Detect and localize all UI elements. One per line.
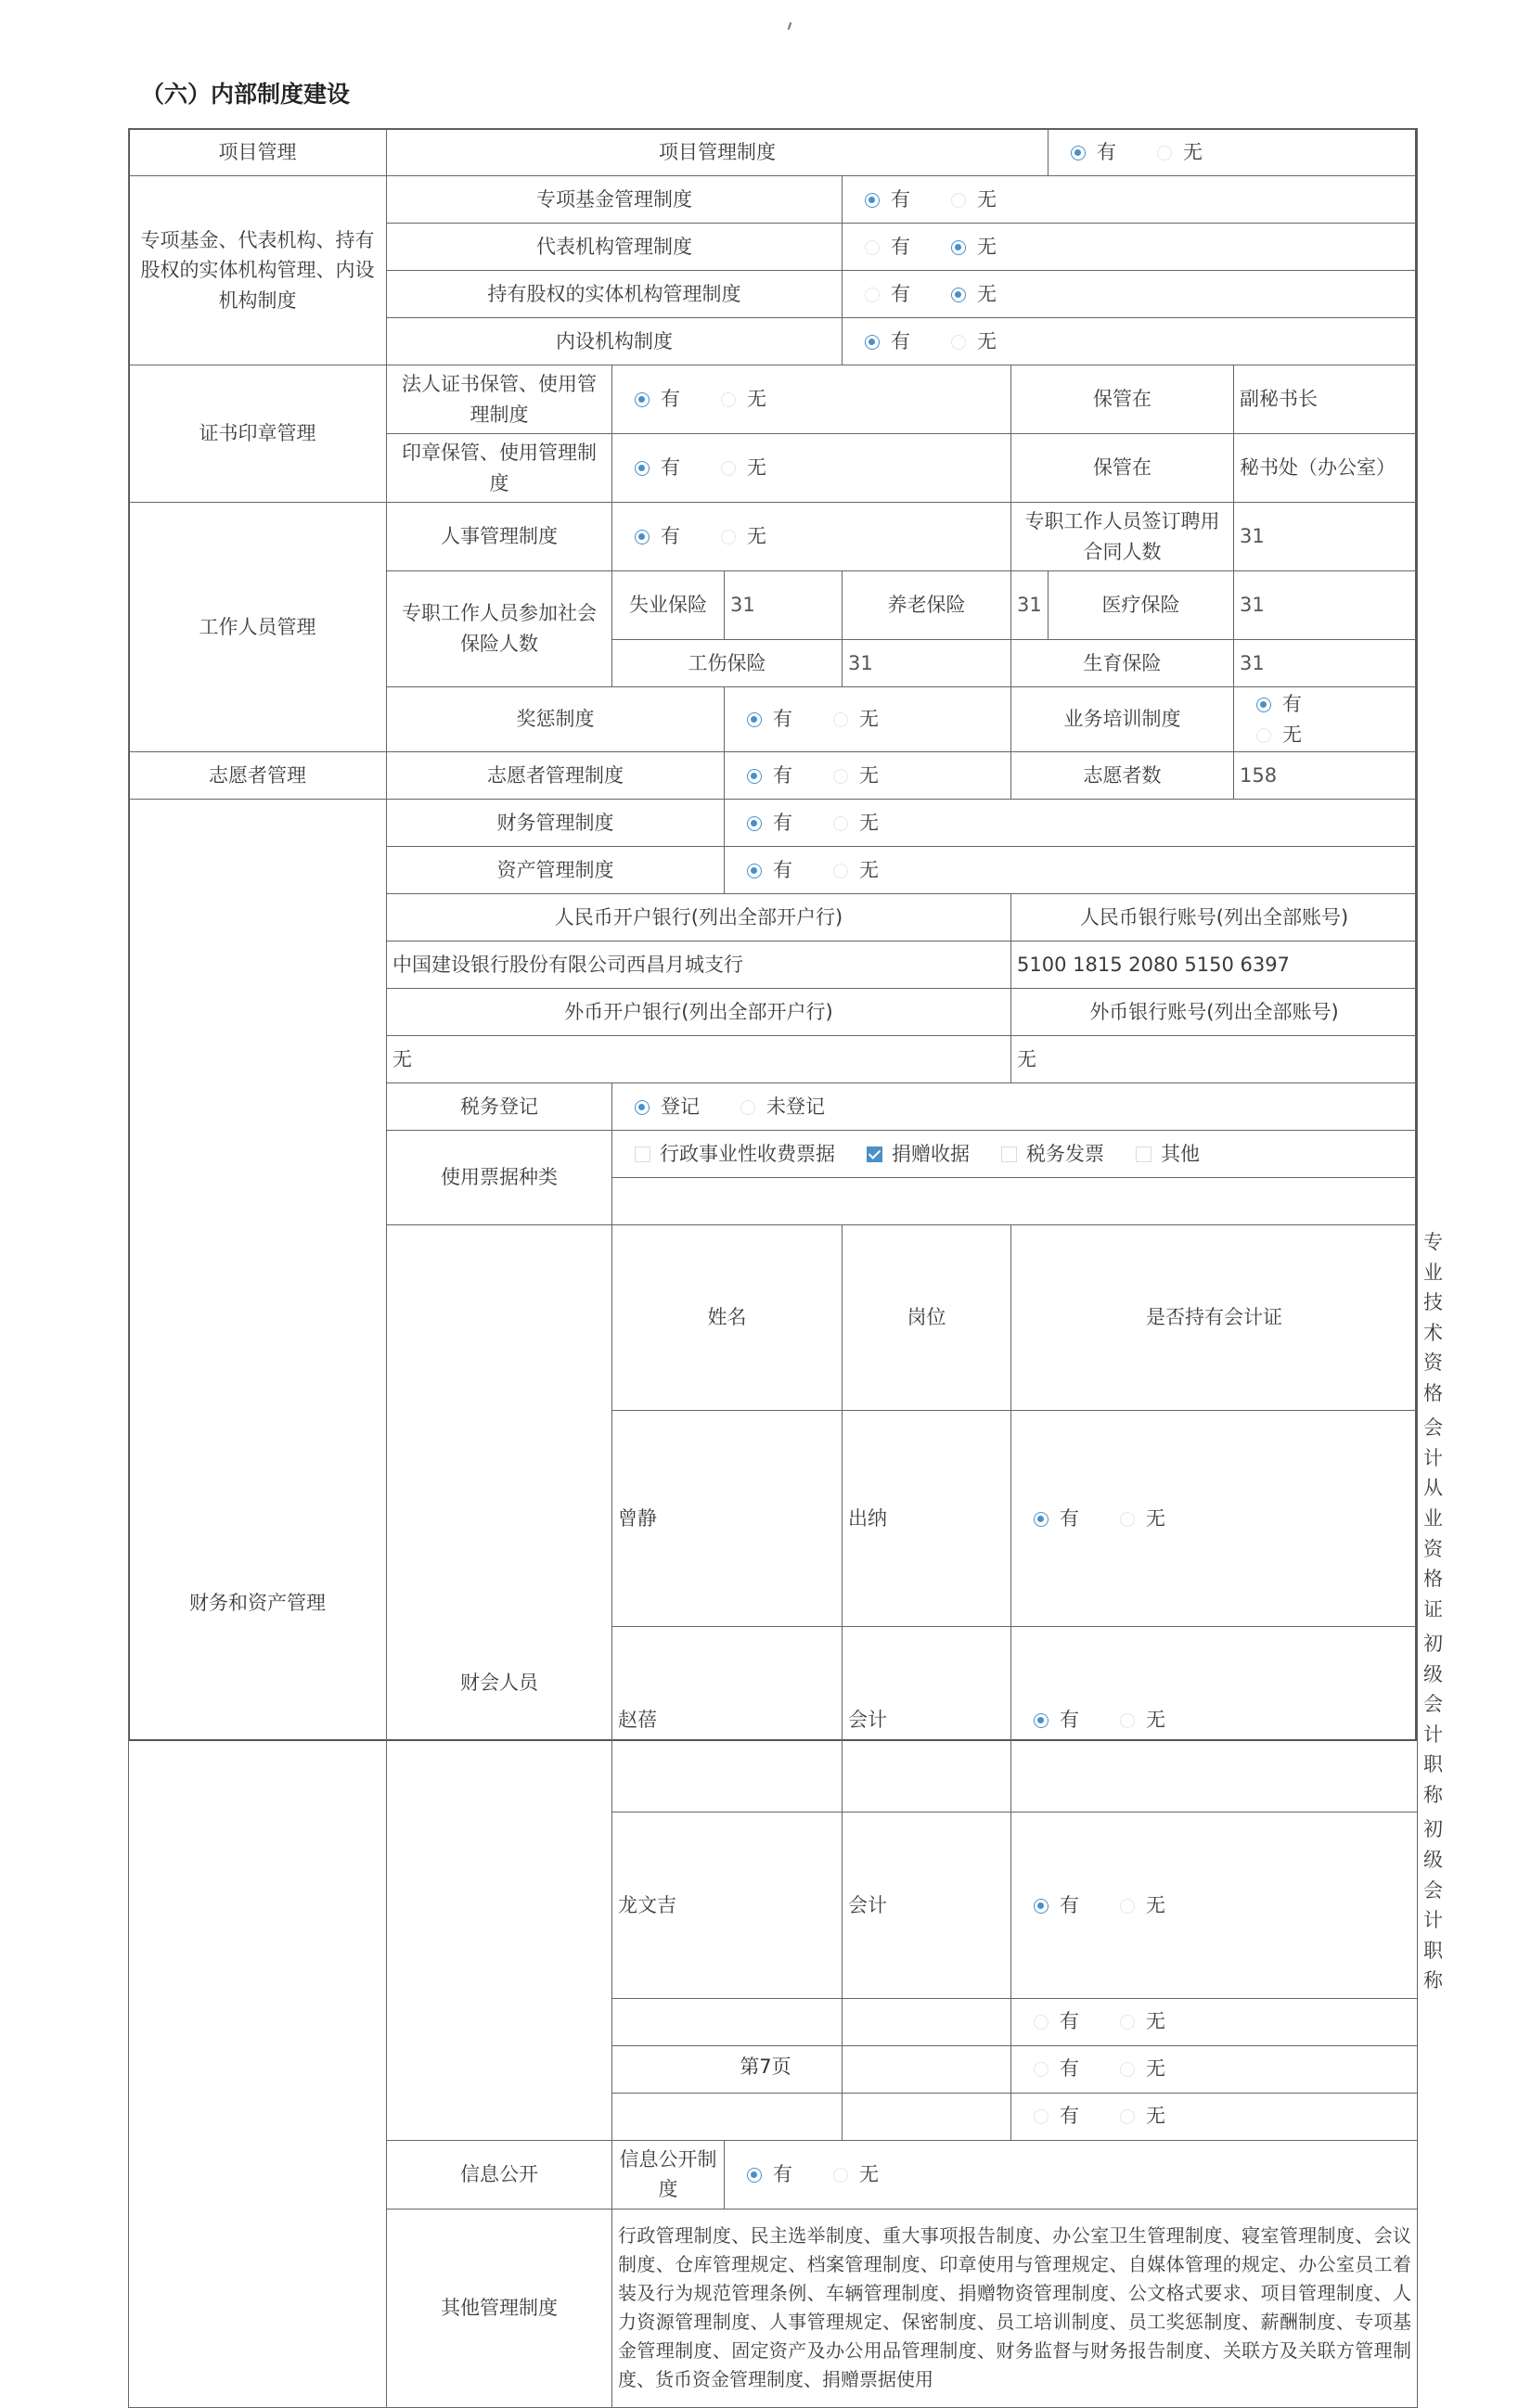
hr-no-option[interactable] bbox=[721, 521, 766, 552]
reward-yesno bbox=[725, 687, 1011, 752]
yes-label: 有 bbox=[1060, 1507, 1079, 1531]
keeper-value: 秘书处（办公室） bbox=[1234, 434, 1418, 503]
accountant-cert bbox=[1011, 1998, 1418, 2045]
acc-cert-5-yes-option[interactable] bbox=[1034, 2101, 1079, 2132]
no-label: 无 bbox=[1146, 2105, 1165, 2128]
other-label: 其他管理制度 bbox=[387, 2209, 612, 2407]
page-number: 第7页 bbox=[740, 2056, 791, 2078]
checkbox[interactable] bbox=[1001, 1146, 1017, 1162]
no-label: 无 bbox=[747, 525, 766, 548]
receipt-option[interactable] bbox=[1001, 1139, 1104, 1170]
volunteer-yes-option[interactable] bbox=[747, 761, 792, 791]
acc-cert-3-options bbox=[1017, 2006, 1411, 2037]
accountant-cert bbox=[1011, 2093, 1418, 2140]
accountant-cert bbox=[1011, 1812, 1418, 1998]
accountant-cert bbox=[1011, 1411, 1418, 1627]
no-label: 无 bbox=[859, 763, 879, 787]
tax-option-label: 未登记 bbox=[766, 1095, 825, 1118]
project-no-option[interactable] bbox=[1157, 137, 1203, 168]
yes-label: 有 bbox=[661, 388, 680, 411]
acc-cert-3-no-option[interactable] bbox=[1120, 2006, 1165, 2037]
no-label: 无 bbox=[1146, 2057, 1165, 2081]
asset-policy-no-option[interactable] bbox=[833, 855, 879, 886]
no-label: 无 bbox=[977, 235, 997, 258]
disclosure-no-option[interactable] bbox=[833, 2159, 879, 2190]
fx-account-header: 外币银行账号(列出全部账号) bbox=[1011, 989, 1418, 1036]
special-2-no-option[interactable] bbox=[951, 279, 997, 310]
finance-label: 财务和资产管理 bbox=[129, 800, 387, 2408]
no-label: 无 bbox=[1146, 1893, 1165, 1916]
keeper-label: 保管在 bbox=[1011, 434, 1234, 503]
accountant-name: 龙文吉 bbox=[612, 1812, 843, 1998]
volunteer-yes-selected-radio[interactable] bbox=[747, 769, 762, 784]
project-no-radio[interactable] bbox=[1157, 146, 1172, 160]
training-no-option[interactable] bbox=[1256, 720, 1302, 750]
table-row bbox=[129, 503, 1418, 571]
table-row bbox=[129, 176, 1418, 224]
special-2-yes-option[interactable] bbox=[865, 279, 910, 310]
no-label: 无 bbox=[1146, 1507, 1165, 1531]
special-2-options bbox=[848, 279, 1411, 310]
acc-cert-1-no-option[interactable] bbox=[1120, 1705, 1165, 1736]
acc-cert-3-yes-option[interactable] bbox=[1034, 2006, 1079, 2037]
tax-option[interactable] bbox=[635, 1092, 700, 1122]
special-yesno bbox=[843, 176, 1418, 224]
special-2-yes-radio[interactable] bbox=[865, 288, 880, 302]
rmb-account: 5100 1815 2080 5150 6397 bbox=[1011, 941, 1418, 989]
special-3-yes-option[interactable] bbox=[865, 327, 910, 357]
receipt-label: 使用票据种类 bbox=[387, 1131, 612, 1225]
reward-options bbox=[730, 704, 1005, 735]
table-row: 曾静 出纳 有 无 会计从业资格证 bbox=[129, 1411, 1418, 1627]
other-text: 行政管理制度、民主选举制度、重大事项报告制度、办公室卫生管理制度、寝室管理制度、会议制度、仓库管理规定、档案管理制度、印章使用与管理规定、自媒体管理的规定、办公室员工着装及行为规范管理条例、车辆管理制度、捐赠物资管理制度、公文格式要求、项目管理制度、人力资源管理制度、人事管理规定、保密制度、员工培训制度、员工奖惩制度、薪酬制度、专项基金管理制度、固定资产及办公用品管理制度、财务监督与财务报告制度、关联方及关联方管理制度、货币资金管理制度、捐赠票据使用 bbox=[612, 2209, 1418, 2407]
seal-1-no-radio[interactable] bbox=[721, 461, 736, 476]
project-yes-option[interactable] bbox=[1071, 137, 1116, 168]
receipt-options bbox=[618, 1139, 1411, 1170]
keeper-value: 副秘书长 bbox=[1234, 365, 1418, 434]
receipt-option[interactable] bbox=[867, 1139, 970, 1170]
seal-0-options bbox=[618, 384, 1005, 415]
seal-0-yes-option[interactable] bbox=[635, 384, 680, 415]
medical-label: 医疗保险 bbox=[1049, 571, 1234, 640]
special-0-yes-option[interactable] bbox=[865, 185, 910, 215]
special-label: 专项基金、代表机构、持有股权的实体机构管理、内设机构制度 bbox=[129, 176, 387, 365]
medical-value: 31 bbox=[1234, 571, 1418, 640]
no-label: 无 bbox=[859, 858, 879, 881]
yes-label: 有 bbox=[773, 2162, 792, 2185]
seal-yesno bbox=[612, 365, 1011, 434]
hr-no-radio[interactable] bbox=[721, 530, 736, 544]
tax-value bbox=[612, 1083, 1418, 1131]
special-item: 代表机构管理制度 bbox=[387, 224, 843, 271]
special-2-no-selected-radio[interactable] bbox=[951, 288, 966, 302]
accountant-name: 曾静 bbox=[612, 1411, 843, 1627]
disclosure-no-radio[interactable] bbox=[833, 2168, 848, 2183]
special-3-no-radio[interactable] bbox=[951, 335, 966, 350]
seal-item: 法人证书保管、使用管理制度 bbox=[387, 365, 612, 434]
acc-cert-5-options bbox=[1017, 2101, 1411, 2132]
reward-label: 奖惩制度 bbox=[387, 687, 725, 752]
acc-cert-3-yes-radio[interactable] bbox=[1034, 2015, 1049, 2030]
tax-0-selected-radio[interactable] bbox=[635, 1100, 650, 1115]
special-yesno bbox=[843, 271, 1418, 318]
seal-label: 证书印章管理 bbox=[129, 365, 387, 503]
finance-policy-yesno bbox=[725, 800, 1418, 847]
tax-1-radio[interactable] bbox=[740, 1100, 755, 1115]
training-no-radio[interactable] bbox=[1256, 728, 1271, 743]
seal-1-no-option[interactable] bbox=[721, 453, 766, 483]
special-3-yes-selected-radio[interactable] bbox=[865, 335, 880, 350]
hr-options bbox=[618, 521, 1005, 552]
table-row: 财会人员 姓名 岗位 是否持有会计证 专业技术资格 bbox=[129, 1225, 1418, 1411]
acc-cert-1-no-radio[interactable] bbox=[1120, 1713, 1135, 1728]
reward-no-radio[interactable] bbox=[833, 712, 848, 727]
special-0-no-option[interactable] bbox=[951, 185, 997, 215]
yes-label: 有 bbox=[773, 858, 792, 881]
hr-yes-option[interactable] bbox=[635, 521, 680, 552]
seal-yesno bbox=[612, 434, 1011, 503]
accountant-post bbox=[843, 2093, 1011, 2140]
asset-policy-yes-option[interactable] bbox=[747, 855, 792, 886]
staff-label: 工作人员管理 bbox=[129, 503, 387, 752]
acc-cert-0-options bbox=[1017, 1504, 1411, 1534]
project-label: 项目管理 bbox=[129, 129, 387, 176]
no-label: 无 bbox=[747, 456, 766, 480]
acc-cert-2-yes-option[interactable] bbox=[1034, 1890, 1079, 1921]
training-yes-selected-radio[interactable] bbox=[1256, 698, 1271, 712]
asset-policy-label: 资产管理制度 bbox=[387, 847, 725, 894]
seal-1-options bbox=[618, 453, 1005, 483]
acc-cert-2-no-option[interactable] bbox=[1120, 1890, 1165, 1921]
receipt-option-label: 其他 bbox=[1161, 1142, 1200, 1165]
table-row bbox=[129, 752, 1418, 800]
asset-policy-yesno bbox=[725, 847, 1418, 894]
no-label: 无 bbox=[977, 187, 997, 211]
receipt-value bbox=[612, 1131, 1418, 1178]
hr-yesno bbox=[612, 503, 1011, 571]
yes-label: 有 bbox=[891, 235, 910, 258]
training-label: 业务培训制度 bbox=[1011, 687, 1234, 752]
receipt-option[interactable] bbox=[1136, 1139, 1200, 1170]
special-3-no-option[interactable] bbox=[951, 327, 997, 357]
seal-1-yes-option[interactable] bbox=[635, 453, 680, 483]
volunteer-count-label: 志愿者数 bbox=[1011, 752, 1234, 800]
accountants-label: 财会人员 bbox=[387, 1225, 612, 2141]
special-0-no-radio[interactable] bbox=[951, 193, 966, 208]
injury-label: 工伤保险 bbox=[612, 640, 843, 687]
maternity-value: 31 bbox=[1234, 640, 1418, 687]
table-row bbox=[129, 129, 1418, 176]
receipt-option-label: 捐赠收据 bbox=[892, 1142, 970, 1165]
no-label: 无 bbox=[1282, 723, 1303, 746]
acc-header-cert: 是否持有会计证 bbox=[1011, 1225, 1418, 1411]
contract-label: 专职工作人员签订聘用合同人数 bbox=[1011, 503, 1234, 571]
project-item: 项目管理制度 bbox=[387, 129, 1049, 176]
special-item: 持有股权的实体机构管理制度 bbox=[387, 271, 843, 318]
seal-1-yes-selected-radio[interactable] bbox=[635, 461, 650, 476]
acc-cert-0-yes-option[interactable] bbox=[1034, 1504, 1079, 1534]
acc-header-name: 姓名 bbox=[612, 1225, 843, 1411]
disclosure-yes-selected-radio[interactable] bbox=[747, 2168, 762, 2183]
keeper-label: 保管在 bbox=[1011, 365, 1234, 434]
acc-cert-0-no-radio[interactable] bbox=[1120, 1512, 1135, 1527]
reward-no-option[interactable] bbox=[833, 704, 879, 735]
project-yes-selected-radio[interactable] bbox=[1071, 146, 1086, 160]
unemployment-label: 失业保险 bbox=[612, 571, 725, 640]
asset-policy-yes-selected-radio[interactable] bbox=[747, 864, 762, 878]
yes-label: 有 bbox=[891, 282, 910, 305]
tax-option-label: 登记 bbox=[661, 1095, 700, 1118]
table-row: 赵蓓 会计 有 无 初级会计职称 bbox=[129, 1627, 1418, 1812]
table-row: 龙文吉 会计 有 无 初级会计职称 bbox=[129, 1812, 1418, 1998]
finance-policy-no-option[interactable] bbox=[833, 808, 879, 839]
yes-label: 有 bbox=[1060, 1708, 1079, 1731]
special-1-yes-radio[interactable] bbox=[865, 240, 880, 255]
hr-label: 人事管理制度 bbox=[387, 503, 612, 571]
no-label: 无 bbox=[977, 282, 997, 305]
no-label: 无 bbox=[859, 708, 879, 731]
receipt-blank bbox=[612, 1178, 1418, 1225]
disclosure-label: 信息公开 bbox=[387, 2140, 612, 2209]
yes-label: 有 bbox=[891, 329, 910, 352]
yes-label: 有 bbox=[773, 763, 792, 787]
special-0-options bbox=[848, 185, 1411, 215]
yes-label: 有 bbox=[773, 708, 792, 731]
no-label: 无 bbox=[747, 388, 766, 411]
no-label: 无 bbox=[859, 811, 879, 834]
accountant-post bbox=[843, 1998, 1011, 2045]
volunteer-no-radio[interactable] bbox=[833, 769, 848, 784]
volunteer-yesno bbox=[725, 752, 1011, 800]
section-title: （六）内部制度建设 bbox=[141, 81, 351, 108]
finance-policy-yes-selected-radio[interactable] bbox=[747, 816, 762, 831]
tax-options bbox=[618, 1092, 1411, 1122]
seal-item: 印章保管、使用管理制度 bbox=[387, 434, 612, 503]
acc-cert-5-no-radio[interactable] bbox=[1120, 2109, 1135, 2124]
special-1-no-selected-radio[interactable] bbox=[951, 240, 966, 255]
accountant-post: 出纳 bbox=[843, 1411, 1011, 1627]
project-options bbox=[1054, 137, 1411, 168]
accountant-name bbox=[612, 1998, 843, 2045]
training-options bbox=[1240, 689, 1411, 749]
yes-label: 有 bbox=[1060, 2105, 1079, 2128]
checkbox[interactable] bbox=[635, 1146, 650, 1162]
hr-yes-selected-radio[interactable] bbox=[635, 530, 650, 544]
disclosure-yesno bbox=[725, 2140, 1418, 2209]
receipt-option[interactable] bbox=[635, 1139, 835, 1170]
table-row bbox=[129, 365, 1418, 434]
special-yesno bbox=[843, 318, 1418, 365]
acc-cert-5-no-option[interactable] bbox=[1120, 2101, 1165, 2132]
tax-label: 税务登记 bbox=[387, 1083, 612, 1131]
acc-cert-1-yes-option[interactable] bbox=[1034, 1705, 1079, 1736]
disclosure-policy-label: 信息公开制度 bbox=[612, 2140, 725, 2209]
project-yesno bbox=[1049, 129, 1418, 176]
yes-label: 有 bbox=[1097, 140, 1117, 163]
yes-label: 有 bbox=[1282, 693, 1303, 715]
no-label: 无 bbox=[1146, 1708, 1165, 1731]
acc-cert-1-yes-selected-radio[interactable] bbox=[1034, 1713, 1049, 1728]
acc-cert-0-no-option[interactable] bbox=[1120, 1504, 1165, 1534]
yes-label: 有 bbox=[1060, 2057, 1079, 2081]
special-1-options bbox=[848, 232, 1411, 263]
volunteer-no-option[interactable] bbox=[833, 761, 879, 791]
special-0-yes-selected-radio[interactable] bbox=[865, 193, 880, 208]
contract-count: 31 bbox=[1234, 503, 1418, 571]
acc-cert-2-options bbox=[1017, 1890, 1411, 1921]
special-item: 内设机构制度 bbox=[387, 318, 843, 365]
special-1-yes-option[interactable] bbox=[865, 232, 910, 263]
asset-policy-options bbox=[730, 855, 1411, 886]
reward-yes-selected-radio[interactable] bbox=[747, 712, 762, 727]
training-yesno bbox=[1234, 687, 1418, 752]
special-1-no-option[interactable] bbox=[951, 232, 997, 263]
volunteer-count: 158 bbox=[1234, 752, 1418, 800]
yes-label: 有 bbox=[773, 811, 792, 834]
rmb-account-header: 人民币银行账号(列出全部账号) bbox=[1011, 894, 1418, 941]
volunteer-options bbox=[730, 761, 1005, 791]
disclosure-yes-option[interactable] bbox=[747, 2159, 792, 2190]
yes-label: 有 bbox=[1060, 1893, 1079, 1916]
finance-policy-no-radio[interactable] bbox=[833, 816, 848, 831]
yes-label: 有 bbox=[661, 456, 680, 480]
yes-label: 有 bbox=[1060, 2010, 1079, 2033]
no-label: 无 bbox=[977, 329, 997, 352]
no-label: 无 bbox=[859, 2162, 879, 2185]
volunteer-policy-label: 志愿者管理制度 bbox=[387, 752, 725, 800]
reward-yes-option[interactable] bbox=[747, 704, 792, 735]
finance-policy-yes-option[interactable] bbox=[747, 808, 792, 839]
pension-value: 31 bbox=[1011, 571, 1049, 640]
seal-0-no-radio[interactable] bbox=[721, 392, 736, 407]
special-yesno bbox=[843, 224, 1418, 271]
fx-bank: 无 bbox=[387, 1036, 1011, 1083]
special-item: 专项基金管理制度 bbox=[387, 176, 843, 224]
maternity-label: 生育保险 bbox=[1011, 640, 1234, 687]
seal-0-yes-selected-radio[interactable] bbox=[635, 392, 650, 407]
insurance-label: 专职工作人员参加社会保险人数 bbox=[387, 571, 612, 687]
finance-policy-options bbox=[730, 808, 1411, 839]
unemployment-value: 31 bbox=[725, 571, 843, 640]
receipt-option-label: 行政事业性收费票据 bbox=[660, 1142, 835, 1165]
rmb-bank: 中国建设银行股份有限公司西昌月城支行 bbox=[387, 941, 1011, 989]
asset-policy-no-radio[interactable] bbox=[833, 864, 848, 878]
accountant-post: 会计 bbox=[843, 1812, 1011, 1998]
scan-mark bbox=[788, 22, 792, 30]
checkbox[interactable] bbox=[1136, 1146, 1151, 1162]
no-label: 无 bbox=[1183, 140, 1203, 163]
volunteer-label: 志愿者管理 bbox=[129, 752, 387, 800]
table-row bbox=[129, 800, 1418, 847]
finance-policy-label: 财务管理制度 bbox=[387, 800, 725, 847]
pension-label: 养老保险 bbox=[843, 571, 1011, 640]
special-3-options bbox=[848, 327, 1411, 357]
accountant-post: 会计 bbox=[843, 1627, 1011, 1812]
accountant-cert bbox=[1011, 1627, 1418, 1812]
fx-account: 无 bbox=[1011, 1036, 1418, 1083]
yes-label: 有 bbox=[661, 525, 680, 548]
seal-0-no-option[interactable] bbox=[721, 384, 766, 415]
acc-cert-5-yes-radio[interactable] bbox=[1034, 2109, 1049, 2124]
acc-cert-1-options bbox=[1017, 1705, 1411, 1736]
rmb-bank-header: 人民币开户银行(列出全部开户行) bbox=[387, 894, 1011, 941]
receipt-option-label: 税务发票 bbox=[1026, 1142, 1104, 1165]
training-yes-option[interactable] bbox=[1256, 689, 1302, 720]
acc-cert-2-yes-selected-radio[interactable] bbox=[1034, 1899, 1049, 1914]
tax-option[interactable] bbox=[740, 1092, 825, 1122]
accountant-name bbox=[612, 2093, 843, 2140]
acc-cert-2-no-radio[interactable] bbox=[1120, 1899, 1135, 1914]
fx-bank-header: 外币开户银行(列出全部开户行) bbox=[387, 989, 1011, 1036]
no-label: 无 bbox=[1146, 2010, 1165, 2033]
yes-label: 有 bbox=[891, 187, 910, 211]
acc-cert-3-no-radio[interactable] bbox=[1120, 2015, 1135, 2030]
acc-cert-0-yes-selected-radio[interactable] bbox=[1034, 1512, 1049, 1527]
checked-checkbox[interactable] bbox=[867, 1146, 882, 1162]
injury-value: 31 bbox=[843, 640, 1011, 687]
disclosure-options bbox=[730, 2159, 1411, 2190]
acc-header-post: 岗位 bbox=[843, 1225, 1011, 1411]
accountant-name: 赵蓓 bbox=[612, 1627, 843, 1812]
